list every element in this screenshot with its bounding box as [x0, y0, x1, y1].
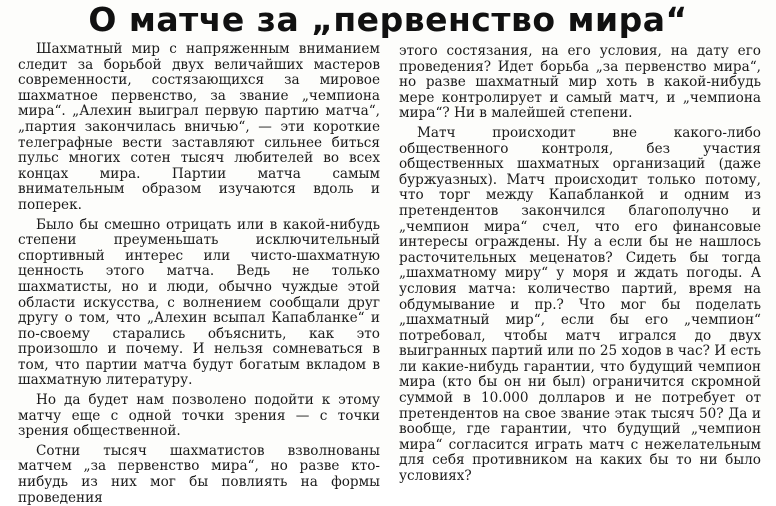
article-paragraph: Матч происходит вне какого-либо общественного контроля, без участия общественных шахматных организаций (даже буржуазных). Матч происходит только потому, что торг между Капабланкой и одним из претендентов закончился благополучно и „чемпион мира“ счел, что его финансовые интересы ограждены. Ну а если бы не нашлось расточительных меценатов? Сидеть бы тогда „шахматному миру“ у моря и ждать погоды. А условия матча: количество партий, время на обдумывание и пр.? Что мог бы поделать „шахматный мир“, если бы его „чемпион“ потребовал, чтобы матч игрался до двух выигранных партий или по 25 ходов в час? И есть ли какие-нибудь гарантии, что будущий чемпион мира (кто бы он ни был) ограничится скромной суммой в 10.000 долларов и не потребует от претендентов на свое звание этак тысяч 50? Да и вообще, где гарантии, что будущий „чемпион мира“ согласится играть матч с нежелательным для себя противником на каких бы то ни было условиях?	[399, 124, 761, 485]
article-headline: О матче за „первенство мира“	[88, 0, 688, 39]
article-column-right	[399, 44, 761, 485]
article-paragraph: Шахматный мир с напряженным вниманием следит за борьбой двух величайших мастеров современности, состязающихся за мировое шахматное первенство, за звание „чемпиона мира“. „Алехин выиграл первую партию матча“, „партия закончилась вничью“, — эти короткие телеграфные вести заставляют сильнее биться пульс многих сотен тысяч любителей во всех концах мира. Партии матча самым внимательным образом изучаются вдоль и поперек.	[18, 41, 380, 213]
article-paragraph-continued: этого состязания, на его условия, на дату его проведения? Идет борьба „за первенство мира“, но разве шахматный мир хоть в какой-нибудь мере контролирует и самый матч, и „чемпиона мира“? Ни в малейшей степени.	[399, 43, 761, 122]
article-paragraph: Но да будет нам позволено подойти к этому матчу еще с одной точки зрения — с точки зрения общественной.	[18, 392, 380, 440]
article-paragraph: Было бы смешно отрицать или в какой-нибудь степени преуменьшать исключительный спортивный интерес или чисто-шахматную ценность этого матча. Ведь не только шахматисты, но и люди, обычно чуждые этой области искусства, с волнением сообщали друг другу о том, что „Алехин всыпал Капабланке“ и по-своему старались объяснить, как это произошло и почему. И нельзя сомневаться в том, что партии матча будут богатым вкладом в шахматную литературу.	[18, 216, 380, 389]
article-paragraph: Сотни тысяч шахматистов взволнованы матчем „за первенство мира“, но разве кто-нибудь из них мог бы повлиять на формы проведения	[18, 442, 380, 506]
article-column-left	[18, 42, 380, 506]
